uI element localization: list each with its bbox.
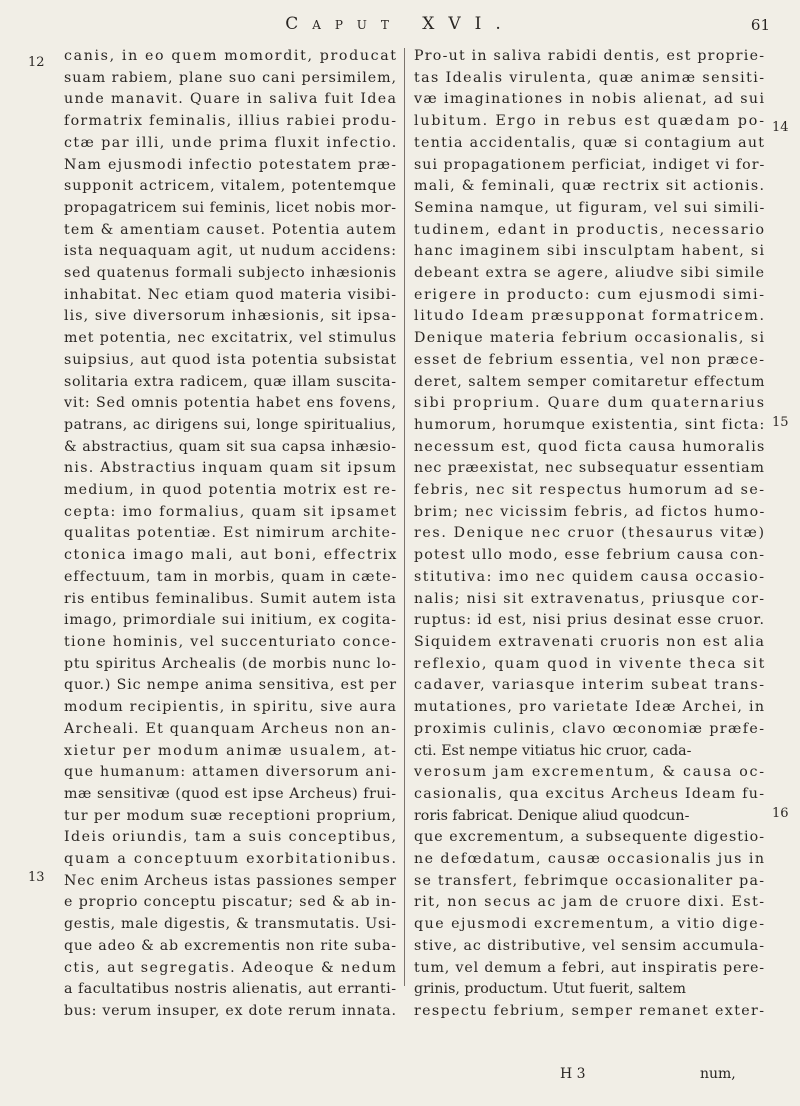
right-column — [414, 46, 764, 1023]
text-line: sui propagationem perficiat, indiget vi for- — [414, 156, 766, 173]
text-line: gestis, male digestis, & transmutatis. Usi- — [64, 916, 397, 933]
text-line: Ideis oriundis, tam a suis conceptibus, — [64, 829, 398, 846]
text-line: & abstractius, quam sit sua capsa inhæsio- — [64, 438, 397, 455]
text-line: res. Denique nec cruor (thesaurus vitæ) — [414, 525, 766, 542]
text-line: vit: Sed omnis potentia habet ens fovens, — [64, 395, 397, 412]
text-line: solitaria extra radicem, quæ illam suscita- — [64, 373, 397, 390]
text-line: se transfert, febrimque occasionaliter pa- — [414, 872, 766, 889]
text-line: tentia accidentalis, quæ si contagium aut — [414, 134, 766, 151]
left-column — [64, 46, 396, 1023]
text-line: ne defœdatum, causæ occasionalis jus in — [414, 851, 766, 868]
text-line: grinis, productum. Utut fuerit, saltem — [414, 981, 686, 998]
text-line: a facultatibus nostris alienatis, aut erranti- — [64, 981, 397, 998]
text-line: medium, in quod potentia motrix est re- — [64, 482, 398, 499]
text-line: Siquidem extravenati cruoris non est alia — [414, 633, 766, 650]
text-line: que adeo & ab excrementis non rite suba- — [64, 937, 397, 954]
text-line: stive, ac distributive, vel sensim accumula- — [414, 937, 765, 954]
text-line: mutationes, pro varietate Ideæ Archei, in — [414, 699, 766, 716]
text-line: Archeali. Et quanquam Archeus non an- — [64, 720, 398, 737]
text-line: lis, sive diversorum inhæsionis, sit ipsa- — [64, 308, 398, 325]
margin-number: 13 — [28, 870, 45, 885]
text-line: necessum est, quod ficta causa humoralis — [414, 438, 766, 455]
text-line: tas Idealis virulenta, quæ animæ sensiti- — [414, 69, 766, 86]
margin-number: 12 — [28, 55, 45, 70]
text-line: que humanum: attamen diversorum ani- — [64, 764, 398, 781]
text-line: tudinem, edant in productis, necessario — [414, 221, 766, 238]
text-line: potest ullo modo, esse febrium causa con- — [414, 547, 766, 564]
text-line: tur per modum suæ receptioni proprium, — [64, 807, 397, 824]
text-line: ris entibus feminalibus. Sumit autem ista — [64, 590, 397, 607]
text-line: supponit actricem, vitalem, potentemque — [64, 178, 397, 195]
page-number: 61 — [750, 16, 770, 34]
text-line: que excrementum, a subsequente digestio- — [414, 829, 766, 846]
margin-number: 15 — [772, 415, 789, 430]
text-line: ctis, aut segregatis. Adeoque & nedum — [64, 959, 398, 976]
text-line: Denique materia febrium occasionalis, si — [414, 330, 766, 347]
text-line: inhabitat. Nec etiam quod materia visibi- — [64, 286, 397, 303]
text-line: cepta: imo formalius, quam sit ipsamet — [64, 503, 398, 520]
text-line: bus: verum insuper, ex dote rerum innata. — [64, 1002, 397, 1019]
text-line: met potentia, nec excitatrix, vel stimulus — [64, 330, 397, 347]
catchword: num, — [700, 1066, 736, 1082]
text-line: formatrix feminalis, illius rabiei produ- — [64, 113, 398, 130]
text-line: imago, primordiale sui initium, ex cogita- — [64, 612, 397, 629]
text-line: brim; nec vicissim febris, ad fictos humo- — [414, 503, 766, 520]
margin-number: 16 — [772, 806, 789, 821]
text-line: humorum, horumque existentia, sint ficta: — [414, 416, 766, 433]
text-line: quam a conceptuum exorbitationibus. — [64, 851, 398, 868]
text-line: esset de febrium essentia, vel non præce- — [414, 351, 766, 368]
text-line: verosum jam excrementum, & causa oc- — [414, 764, 766, 781]
text-line: tem & amentiam causet. Potentia autem — [64, 221, 398, 238]
text-line: erigere in producto: cum ejusmodi simi- — [414, 286, 766, 303]
text-line: lubitum. Ergo in rebus est quædam po- — [414, 113, 766, 130]
text-line: stitutiva: imo nec quidem causa occasio- — [414, 568, 766, 585]
text-line: ruptus: id est, nisi prius desinat esse cruor. — [414, 612, 765, 629]
text-line: modum recipientis, in spiritu, sive aura — [64, 699, 398, 716]
text-line: deret, saltem semper comitaretur effectum — [414, 373, 766, 390]
text-line: quor.) Sic nempe anima sensitiva, est per — [64, 677, 397, 694]
text-line: Nec enim Archeus istas passiones semper — [64, 872, 397, 889]
text-line: cadaver, variasque interim subeat trans- — [414, 677, 766, 694]
column-divider — [404, 48, 405, 986]
text-line: Nam ejusmodi infectio potestatem præ- — [64, 156, 398, 173]
text-line: canis, in eo quem momordit, producat — [64, 48, 398, 64]
text-line: Pro-ut in saliva rabidi dentis, est proprie- — [414, 48, 766, 64]
text-line: qualitas potentiæ. Est nimirum archite- — [64, 525, 398, 542]
text-line: nec præexistat, nec subsequatur essentiam — [414, 460, 765, 477]
text-line: suam rabiem, plane suo cani persimilem, — [64, 69, 397, 86]
text-line: mali, & feminali, quæ rectrix sit actionis. — [414, 178, 766, 195]
text-line: nalis; nisi sit extravenatus, priusque cor- — [414, 590, 766, 607]
text-line: cti. Est nempe vitiatus hic cruor, cada- — [414, 742, 692, 759]
text-line: hanc imaginem sibi insculptam habent, si — [414, 243, 766, 260]
text-line: sed quatenus formali subjecto inhæsionis — [64, 265, 397, 282]
text-line: suipsius, aut quod ista potentia subsistat — [64, 351, 397, 368]
text-line: unde manavit. Quare in saliva fuit Idea — [64, 91, 398, 108]
text-line: ptu spiritus Archealis (de morbis nunc lo- — [64, 655, 397, 672]
text-line: sibi proprium. Quare dum quaternarius — [414, 395, 766, 412]
text-line: propagatricem sui feminis, licet nobis mor- — [64, 199, 397, 216]
text-line: ctonica imago mali, aut boni, effectrix — [64, 547, 398, 564]
signature-mark: H 3 — [560, 1066, 586, 1082]
text-line: rit, non secus ac jam de cruore dixi. Est- — [414, 894, 766, 911]
text-line: ista nequaquam agit, ut nudum accidens: — [64, 243, 397, 260]
text-line: que ejusmodi excrementum, a vitio dige- — [414, 916, 766, 933]
text-line: respectu febrium, semper remanet exter- — [414, 1002, 766, 1019]
text-line: casionalis, qua excitus Archeus Ideam fu- — [414, 785, 766, 802]
text-line: nis. Abstractius inquam quam sit ipsum — [64, 460, 398, 477]
text-line: mæ sensitivæ (quod est ipse Archeus) frui- — [64, 785, 397, 802]
running-head: Caput XVI. — [285, 14, 515, 34]
text-line: febris, nec sit respectus humorum ad se- — [414, 482, 766, 499]
text-line: patrans, ac dirigens sui, longe spiritualius, — [64, 416, 397, 433]
text-line: ctæ par illi, unde prima fluxit infectio. — [64, 134, 398, 151]
text-line: reflexio, quam quod in vivente theca sit — [414, 655, 766, 672]
text-line: roris fabricat. Denique aliud quodcun- — [414, 807, 690, 824]
text-line: litudo Ideam præsupponat formatricem. — [414, 308, 766, 325]
text-line: xietur per modum animæ usualem, at- — [64, 742, 398, 759]
text-line: proximis culinis, clavo œconomiæ præfe- — [414, 720, 766, 737]
margin-number: 14 — [772, 120, 789, 135]
text-line: e proprio conceptu piscatur; sed & ab in- — [64, 894, 397, 911]
text-line: tum, vel demum a febri, aut inspiratis pere- — [414, 959, 765, 976]
text-line: debeant extra se agere, aliudve sibi simile — [414, 265, 766, 282]
text-line: tione hominis, vel succenturiato conce- — [64, 633, 398, 650]
text-line: Semina namque, ut figuram, vel sui simili- — [414, 199, 766, 216]
text-line: effectuum, tam in morbis, quam in cæte- — [64, 568, 398, 585]
text-line: væ imaginationes in nobis alienat, ad sui — [414, 91, 766, 108]
